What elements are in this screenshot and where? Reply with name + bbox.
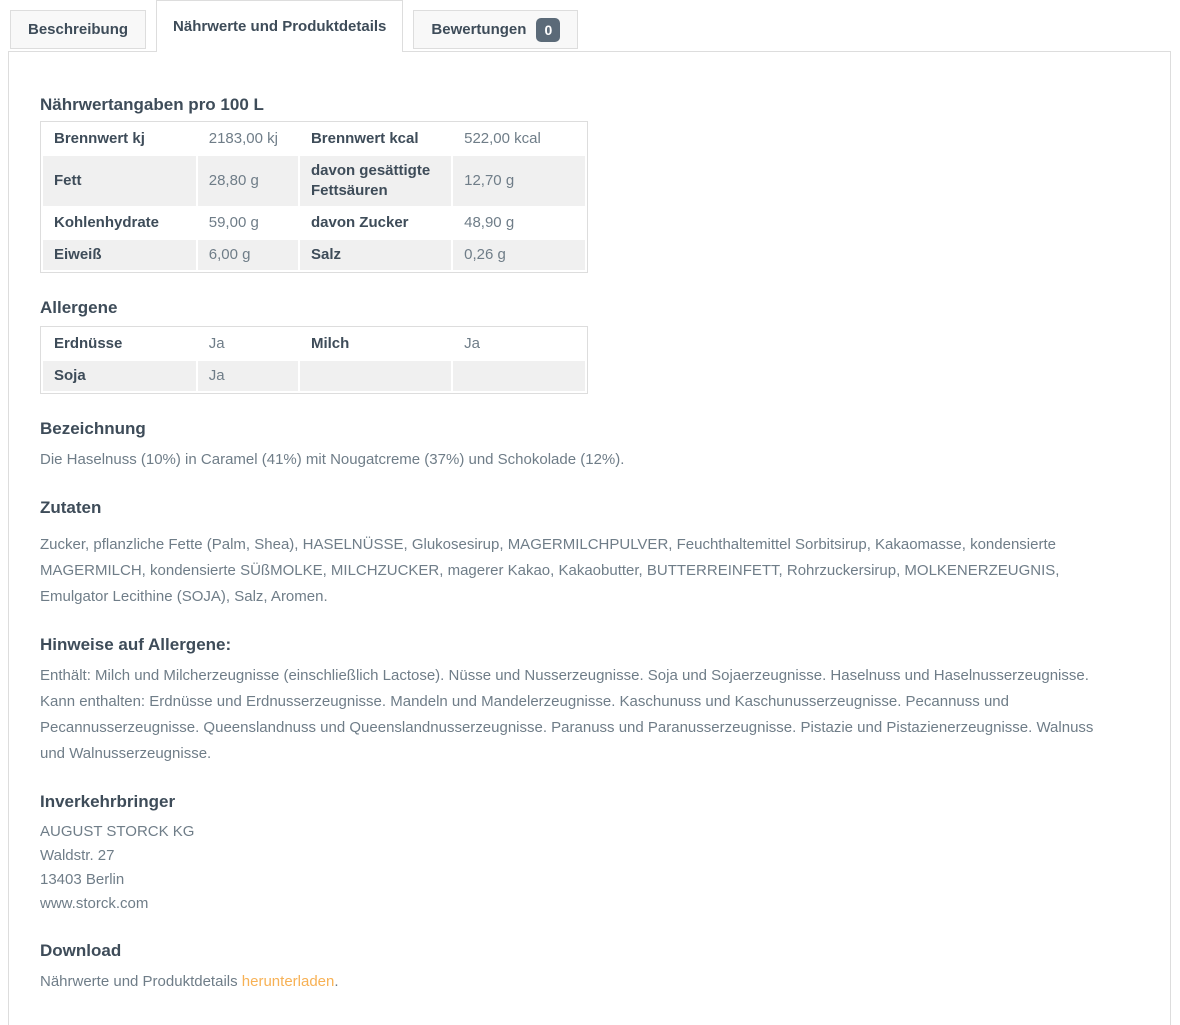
nutrition-table-title: Nährwertangaben pro 100 L: [40, 95, 264, 114]
cell-value: Ja: [464, 335, 480, 352]
inverkehrbringer-address: [40, 820, 1112, 916]
table-row: [43, 208, 585, 238]
cell-value: Ja: [198, 361, 298, 391]
zutaten-text: Zucker, pflanzliche Fette (Palm, Shea), HASELNÜSSE, Glukosesirup, MAGERMILCHPULVER, Feuchthaltemittel Sorbitsirup, Kakaomasse, kondensierte MAGERMILCH, kondensierte SÜßMOLKE, MILCHZUCKER, magerer Kakao, Kakaobutter, BUTTERREINFETT, Rohrzuckersirup, MOLKENERZEUGNIS, Emulgator Lecithine (SOJA), Salz, Aromen.: [40, 536, 1060, 605]
download-heading: Download: [40, 941, 122, 960]
cell-label: Brennwert kcal: [310, 130, 419, 147]
cell-value: Ja: [208, 335, 225, 352]
cell-value: 59,00 g: [208, 214, 259, 231]
tab-naehrwerte-label: Nährwerte und Produktdetails: [173, 18, 387, 35]
naehrwerte-tab-content: [9, 52, 1170, 1025]
cell-label: Fett: [43, 156, 196, 206]
cell-value: 2183,00 kj: [208, 130, 278, 147]
nutrition-table: [40, 121, 588, 273]
review-count-badge: 0: [536, 18, 560, 42]
address-line-company: AUGUST STORCK KG: [40, 823, 195, 840]
cell-label: Milch: [310, 335, 350, 352]
cell-label: Erdnüsse: [54, 335, 123, 352]
cell-label: Kohlenhydrate: [54, 214, 160, 231]
allergens-table-title: Allergene: [40, 298, 118, 317]
allergens-table: [40, 326, 588, 394]
product-detail-tabs: [0, 0, 1180, 52]
tab-beschreibung[interactable]: [10, 10, 146, 49]
table-row: [43, 329, 585, 359]
tab-naehrwerte-produktdetails[interactable]: [156, 0, 403, 52]
cell-label: Eiweiß: [43, 240, 196, 270]
cell-value: 6,00 g: [198, 240, 298, 270]
table-row: [43, 361, 585, 391]
download-text-after: .: [334, 973, 339, 990]
inverkehrbringer-heading: Inverkehrbringer: [40, 792, 176, 811]
cell-label: Brennwert kj: [54, 130, 145, 147]
address-line-street: Waldstr. 27: [40, 847, 115, 864]
tab-content-panel: [8, 51, 1171, 1025]
tab-beschreibung-label: Beschreibung: [28, 21, 129, 38]
table-row: [43, 156, 585, 206]
cell-value: [453, 361, 585, 391]
table-row: [43, 124, 585, 154]
tab-bewertungen[interactable]: [413, 10, 578, 49]
download-text: [40, 969, 1104, 995]
address-line-website: www.storck.com: [40, 895, 149, 912]
download-link[interactable]: herunterladen: [241, 973, 335, 990]
cell-label: davon Zucker: [310, 214, 409, 231]
cell-label: Salz: [300, 240, 451, 270]
cell-label: davon gesättigte Fettsäuren: [300, 156, 451, 206]
bezeichnung-text: Die Haselnuss (10%) in Caramel (41%) mit Nougatcreme (37%) und Schokolade (12%).: [40, 451, 625, 468]
cell-value: 0,26 g: [453, 240, 585, 270]
download-text-before: Nährwerte und Produktdetails: [40, 973, 242, 990]
cell-value: 522,00 kcal: [464, 130, 541, 147]
cell-label: Soja: [43, 361, 196, 391]
cell-label: [300, 361, 451, 391]
hinweise-allergene-text: Enthält: Milch und Milcherzeugnisse (einschließlich Lactose). Nüsse und Nusserzeugnisse. Soja und Sojaerzeugnisse. Haselnuss und Haselnusserzeugnisse. Kann enthalten: Erdnüsse und Erdnusserzeugnisse. Mandeln und Mandelerzeugnisse. Kaschunuss und Kaschunusserzeugnisse. Pecannuss und Pecannusserzeugnisse. Queenslandnuss und Queenslandnusserzeugnisse. Paranuss und Paranusserzeugnisse. Pistazie und Pistazienerzeugnisse. Walnuss und Walnusserzeugnisse.: [40, 667, 1094, 762]
hinweise-allergene-heading: Hinweise auf Allergene:: [40, 635, 232, 654]
table-row: [43, 240, 585, 270]
cell-value: 48,90 g: [464, 214, 515, 231]
cell-value: 12,70 g: [453, 156, 585, 206]
tab-bewertungen-label: Bewertungen: [431, 21, 527, 38]
address-line-city: 13403 Berlin: [40, 871, 125, 888]
cell-value: 28,80 g: [198, 156, 298, 206]
bezeichnung-heading: Bezeichnung: [40, 419, 146, 438]
zutaten-heading: Zutaten: [40, 498, 102, 517]
